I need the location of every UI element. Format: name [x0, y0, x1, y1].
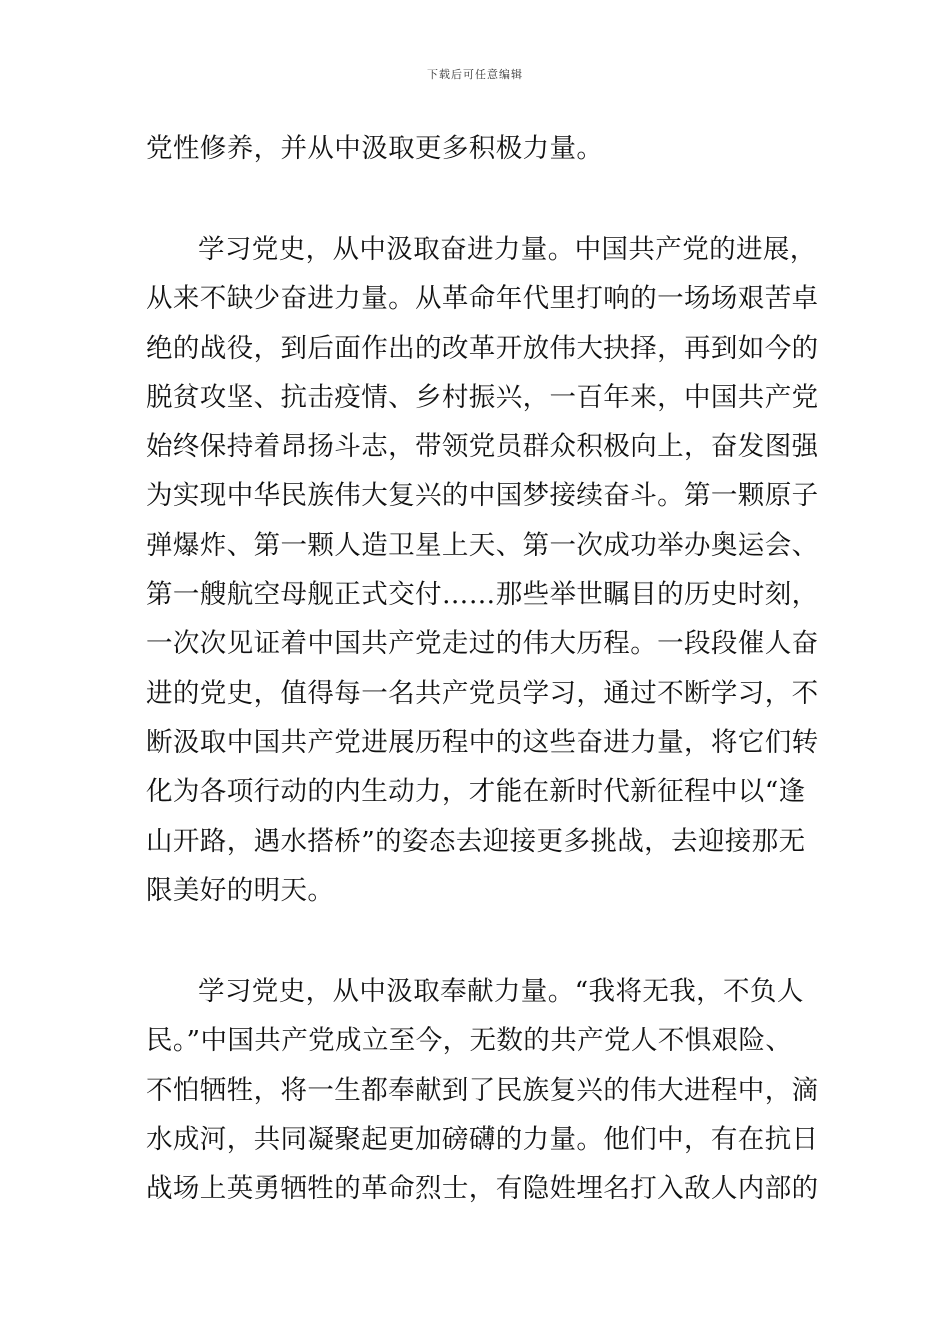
text-line: 学习党史，从中汲取奋进力量。中国共产党的进展，	[198, 234, 817, 265]
text-line: 进的党史，值得每一名共产党员学习，通过不断学习，不	[146, 677, 819, 709]
text-line: 始终保持着昂扬斗志，带领党员群众积极向上，奋发图强	[146, 431, 819, 463]
paragraph-continuation	[146, 124, 808, 173]
text-line: 水成河，共同凝聚起更加磅礴的力量。他们中，有在抗日	[146, 1123, 819, 1155]
text-line: 弹爆炸、第一颗人造卫星上天、第一次成功举办奥运会、	[146, 529, 819, 561]
text-line: 民。”中国共产党成立至今，无数的共产党人不惧艰险、	[146, 1025, 793, 1057]
text-line: 绝的战役，到后面作出的改革开放伟大抉择，再到如今的	[146, 332, 819, 364]
text-line: 一次次见证着中国共产党走过的伟大历程。一段段催人奋	[146, 628, 819, 660]
text-line: 为实现中华民族伟大复兴的中国梦接续奋斗。第一颗原子	[146, 480, 819, 512]
text-line: 党性修养，并从中汲取更多积极力量。	[146, 133, 604, 164]
text-line: 不怕牺牲，将一生都奉献到了民族复兴的伟大进程中，滴	[146, 1074, 819, 1106]
text-line: 从来不缺少奋进力量。从革命年代里打响的一场场艰苦卓	[146, 283, 819, 315]
text-line: 脱贫攻坚、抗击疫情、乡村振兴，一百年来，中国共产党	[146, 381, 819, 413]
header-note: 下载后可任意编辑	[427, 68, 523, 81]
text-line: 战场上英勇牺牲的革命烈士，有隐姓埋名打入敌人内部的	[146, 1173, 819, 1205]
text-line: 山开路，遇水搭桥”的姿态去迎接更多挑战，去迎接那无	[146, 825, 806, 857]
text-line: 化为各项行动的内生动力，才能在新时代新征程中以“逢	[146, 776, 806, 808]
text-line: 断汲取中国共产党进展历程中的这些奋进力量，将它们转	[146, 726, 819, 758]
text-line: 第一艘航空母舰正式交付……那些举世瞩目的历史时刻，	[146, 579, 819, 611]
text-line: 学习党史，从中汲取奉献力量。“我将无我，不负人	[198, 976, 804, 1007]
paragraph-dedication-strength	[146, 967, 819, 1213]
text-line: 限美好的明天。	[146, 874, 335, 906]
paragraph-striving-strength	[146, 225, 819, 915]
